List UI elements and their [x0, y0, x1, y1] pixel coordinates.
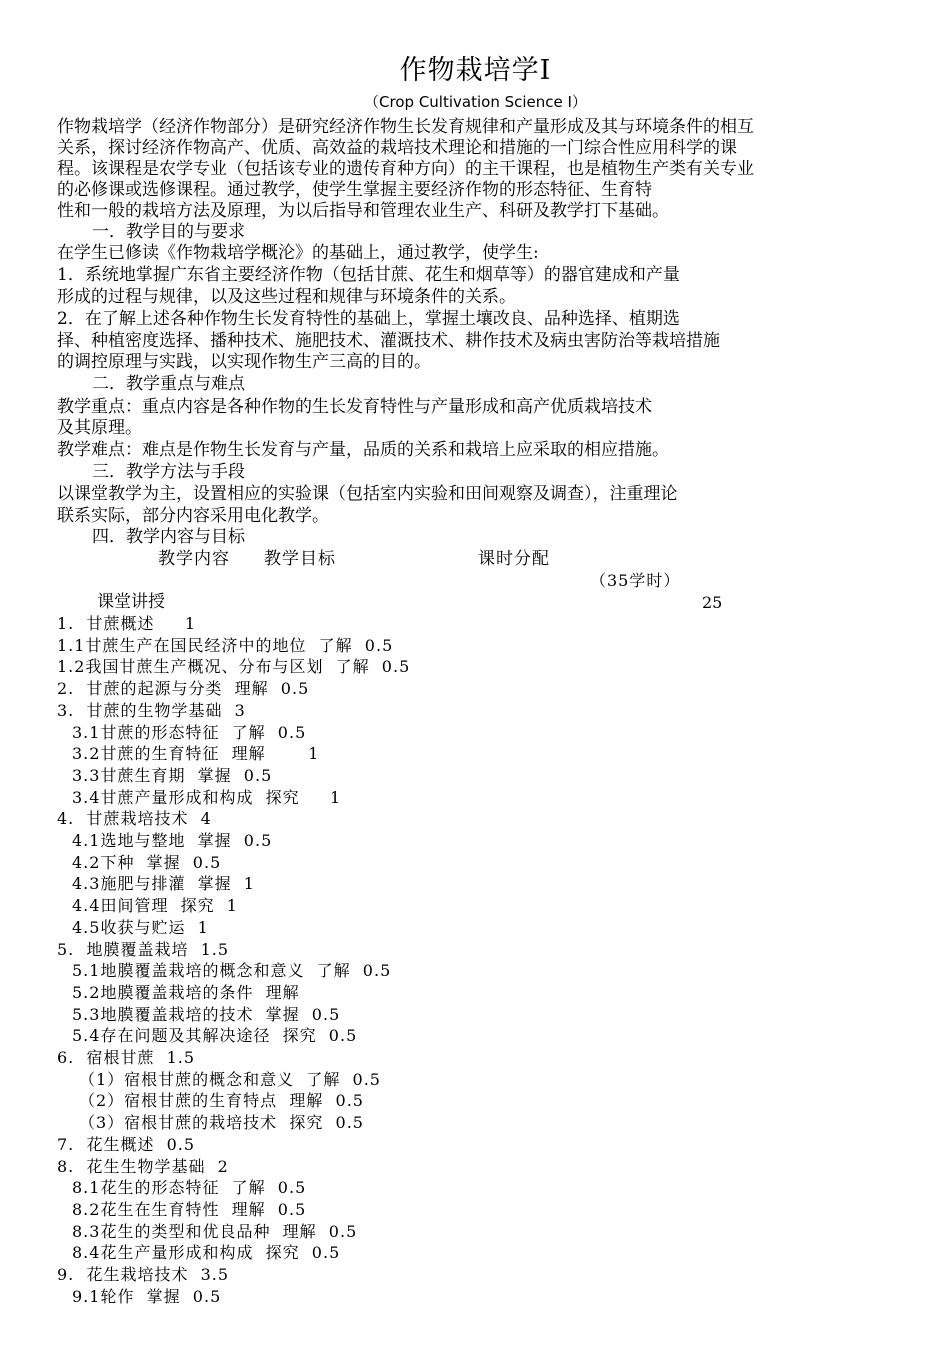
- content-row: [57, 1134, 195, 1155]
- content-row-goal-hours: 3: [222, 701, 246, 720]
- section-line: 以课堂教学为主，设置相应的实验课（包括室内实验和田间观察及调查），注重理论: [57, 484, 678, 504]
- section-line: 1．系统地掌握广东省主要经济作物（包括甘蔗、花生和烟草等）的器官建成和产量: [57, 265, 680, 285]
- content-row: [79, 1069, 381, 1090]
- content-row: [72, 873, 255, 894]
- lecture-hours: 25: [702, 593, 723, 612]
- content-row-topic: 3.3甘蔗生育期: [72, 766, 186, 785]
- content-row: [57, 656, 410, 677]
- content-row-topic: 5.2地膜覆盖栽培的条件: [72, 983, 254, 1002]
- content-row-topic: 6. 宿根甘蔗: [57, 1048, 155, 1067]
- content-row: [72, 830, 272, 851]
- section-line: 联系实际，部分内容采用电化教学。: [57, 506, 329, 526]
- content-row-goal-hours: 探究 0.5: [270, 1026, 358, 1045]
- content-row: [72, 765, 272, 786]
- intro-line: 的必修课或选修课程。通过教学，使学生掌握主要经济作物的形态特征、生育特: [57, 180, 652, 200]
- content-row-topic: 5. 地膜覆盖栽培: [57, 940, 189, 959]
- lecture-label: 课堂讲授: [97, 592, 165, 612]
- section-heading: 一．教学目的与要求: [92, 222, 245, 242]
- content-row: [72, 743, 319, 764]
- total-hours: （35学时）: [590, 571, 681, 590]
- content-row: [72, 1242, 340, 1263]
- section-line: 及其原理。: [57, 418, 142, 438]
- content-row: [57, 808, 212, 829]
- content-row-goal-hours: 1: [185, 918, 209, 937]
- content-row-topic: 1.2我国甘蔗生产概况、分布与区划: [57, 657, 324, 676]
- content-row-topic: 3.2甘蔗的生育特征: [72, 744, 220, 763]
- content-row-goal-hours: 3.5: [188, 1265, 230, 1284]
- content-row-topic: 3.4甘蔗产量形成和构成: [72, 788, 254, 807]
- content-row-goal-hours: 掌握 0.5: [185, 831, 273, 850]
- content-row-topic: 2. 甘蔗的起源与分类: [57, 679, 223, 698]
- content-row-goal-hours: 理解 0.5: [270, 1222, 358, 1241]
- content-row-topic: 8.2花生在生育特性: [72, 1200, 220, 1219]
- content-row-goal-hours: 探究 0.5: [277, 1113, 364, 1132]
- section-heading: 二．教学重点与难点: [92, 374, 245, 394]
- content-row-goal-hours: 掌握 0.5: [134, 853, 222, 872]
- section-line: 在学生已修读《作物栽培学概沦》的基础上，通过教学，使学生:: [57, 243, 539, 263]
- content-row-topic: 9. 花生栽培技术: [57, 1265, 189, 1284]
- content-row-topic: 4.3施肥与排灌: [72, 874, 186, 893]
- content-row-goal-hours: 4: [188, 809, 212, 828]
- content-row: [57, 1264, 229, 1285]
- content-row-goal-hours: 了解 0.5: [323, 657, 411, 676]
- intro-line: 性和一般的栽培方法及原理，为以后指导和管理农业生产、科研及教学打下基础。: [57, 201, 669, 221]
- content-row-topic: 8.3花生的类型和优良品种: [72, 1222, 271, 1241]
- content-row: [57, 939, 229, 960]
- content-row-topic: 1. 甘蔗概述: [57, 614, 155, 633]
- content-row-goal-hours: 理解 0.5: [219, 1200, 307, 1219]
- content-row-topic: 4. 甘蔗栽培技术: [57, 809, 189, 828]
- content-row-goal-hours: 1: [154, 614, 197, 633]
- content-row-goal-hours: 探究 1: [253, 788, 342, 807]
- table-header-content: 教学内容: [158, 549, 230, 569]
- content-row: [72, 1177, 306, 1198]
- page-subtitle: （Crop Cultivation Science Ⅰ）: [364, 93, 587, 111]
- content-row-goal-hours: 探究 0.5: [253, 1243, 341, 1262]
- content-row-goal-hours: 了解 0.5: [219, 1178, 307, 1197]
- content-row: [57, 635, 393, 656]
- content-row-topic: 7. 花生概述: [57, 1135, 155, 1154]
- content-row-topic: 8.4花生产量形成和构成: [72, 1243, 254, 1262]
- content-row-goal-hours: 了解 0.5: [219, 723, 307, 742]
- content-row: [57, 700, 246, 721]
- content-row: [79, 1090, 364, 1111]
- content-row: [72, 1025, 357, 1046]
- section-heading: 三．教学方法与手段: [92, 462, 245, 482]
- content-row-topic: （2）宿根甘蔗的生育特点: [79, 1091, 278, 1110]
- content-row: [72, 982, 300, 1003]
- content-row-goal-hours: 了解 0.5: [306, 636, 394, 655]
- content-row-topic: 5.3地膜覆盖栽培的技术: [72, 1005, 254, 1024]
- section-line: 的调控原理与实践，以实现作物生产三高的目的。: [57, 352, 431, 372]
- content-row-topic: 3.1甘蔗的形态特征: [72, 723, 220, 742]
- content-row-goal-hours: 掌握 0.5: [134, 1287, 222, 1306]
- content-row-topic: 5.4存在问题及其解决途径: [72, 1026, 271, 1045]
- content-row-topic: 8.1花生的形态特征: [72, 1178, 220, 1197]
- content-row-topic: 4.2下种: [72, 853, 135, 872]
- content-row-goal-hours: 1.5: [154, 1048, 196, 1067]
- content-row: [72, 1004, 340, 1025]
- content-row-topic: （3）宿根甘蔗的栽培技术: [79, 1113, 278, 1132]
- page-title: 作物栽培学Ⅰ: [399, 55, 552, 86]
- section-line: 教学重点：重点内容是各种作物的生长发育特性与产量形成和高产优质栽培技术: [57, 397, 652, 417]
- content-row-goal-hours: 理解 0.5: [222, 679, 310, 698]
- intro-line: 关系，探讨经济作物高产、优质、高效益的栽培技术理论和措施的一门综合性应用科学的课: [57, 138, 737, 158]
- content-row: [72, 1221, 357, 1242]
- section-line: 择、种植密度选择、播种技术、施肥技术、灌溉技术、耕作技术及病虫害防治等栽培措施: [57, 331, 720, 351]
- content-row-goal-hours: 2: [205, 1157, 229, 1176]
- content-row-goal-hours: 掌握 0.5: [185, 766, 273, 785]
- content-row: [72, 1286, 221, 1307]
- content-row: [72, 787, 341, 808]
- content-row-goal-hours: 探究 1: [168, 896, 238, 915]
- content-row: [72, 722, 306, 743]
- content-row-goal-hours: 掌握 0.5: [253, 1005, 341, 1024]
- content-row-goal-hours: 0.5: [154, 1135, 196, 1154]
- intro-line: 作物栽培学（经济作物部分）是研究经济作物生长发育规律和产量形成及其与环境条件的相互: [57, 117, 754, 137]
- content-row-goal-hours: 理解 1: [219, 744, 320, 763]
- content-row-goal-hours: 了解 0.5: [294, 1070, 381, 1089]
- section-line: 形成的过程与规律，以及这些过程和规律与环境条件的关系。: [57, 287, 516, 307]
- content-row-topic: 4.4田间管理: [72, 896, 169, 915]
- content-row-topic: 5.1地膜覆盖栽培的概念和意义: [72, 961, 305, 980]
- table-header-goal: 教学目标: [264, 549, 336, 569]
- content-row-goal-hours: 理解 0.5: [277, 1091, 364, 1110]
- content-row-topic: 4.1选地与整地: [72, 831, 186, 850]
- content-row-goal-hours: 1.5: [188, 940, 230, 959]
- section-line: 教学难点：难点是作物生长发育与产量，品质的关系和栽培上应采取的相应措施。: [57, 440, 669, 460]
- content-row-goal-hours: 理解: [253, 983, 300, 1002]
- content-row: [79, 1112, 364, 1133]
- content-row-goal-hours: 了解 0.5: [304, 961, 392, 980]
- section-heading: 四．教学内容与目标: [92, 527, 245, 547]
- content-row-topic: 4.5收获与贮运: [72, 918, 186, 937]
- content-row: [72, 895, 238, 916]
- content-row-topic: 8. 花生生物学基础: [57, 1157, 206, 1176]
- content-row-goal-hours: 掌握 1: [185, 874, 255, 893]
- content-row: [57, 613, 196, 634]
- table-header-hours: 课时分配: [478, 549, 550, 569]
- content-row-topic: 9.1轮作: [72, 1287, 135, 1306]
- intro-line: 程。该课程是农学专业（包括该专业的遗传育种方向）的主干课程，也是植物生产类有关专业: [57, 159, 754, 179]
- content-row: [57, 678, 309, 699]
- content-row-topic: （1）宿根甘蔗的概念和意义: [79, 1070, 295, 1089]
- content-row: [72, 917, 209, 938]
- content-row: [72, 960, 391, 981]
- content-row-topic: 3. 甘蔗的生物学基础: [57, 701, 223, 720]
- content-row: [72, 852, 221, 873]
- content-row-topic: 1.1甘蔗生产在国民经济中的地位: [57, 636, 307, 655]
- content-row: [72, 1199, 306, 1220]
- content-row: [57, 1047, 195, 1068]
- content-row: [57, 1156, 229, 1177]
- section-line: 2．在了解上述各种作物生长发育特性的基础上，掌握土壤改良、品种选择、植期选: [57, 309, 680, 329]
